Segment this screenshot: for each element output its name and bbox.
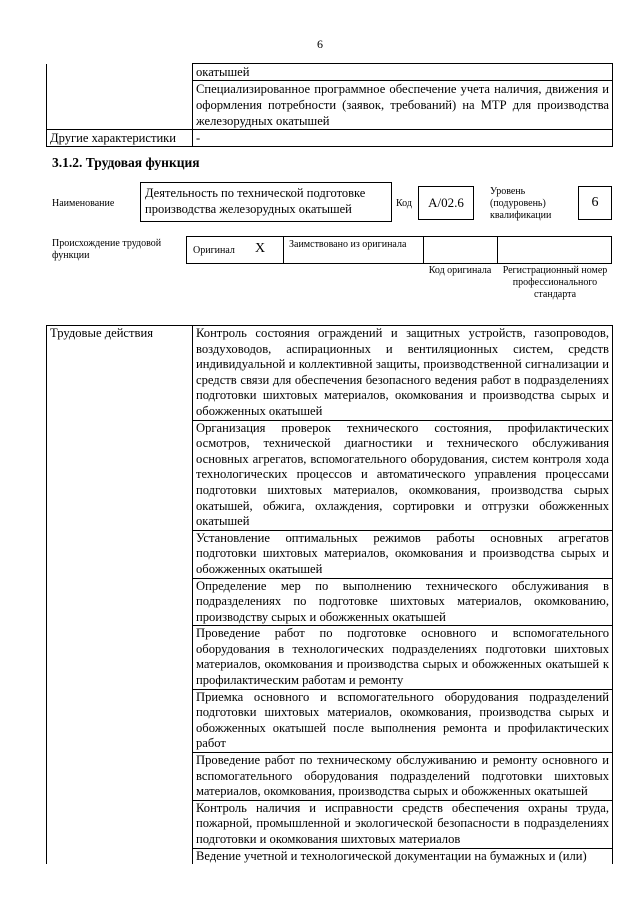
borrowed-label: Заимствовано из оригинала bbox=[289, 239, 407, 250]
other-characteristics-label: Другие характеристики bbox=[47, 130, 193, 147]
labor-actions-table bbox=[46, 325, 613, 864]
origin-label: Происхождение трудовой функции bbox=[52, 238, 162, 261]
action-item: Ведение учетной и технологической документации на бумажных и (или) bbox=[193, 848, 613, 864]
level-label: Уровень (подуровень) квалификации bbox=[490, 186, 552, 221]
table-row bbox=[47, 130, 613, 147]
action-item: Проведение работ по техническому обслуживанию и ремонту основного и вспомогательного оборудования подразделений подготовки шихтовых материалов, окомкования, производства сырых и обожженных окатышей bbox=[193, 753, 613, 801]
reg-number-caption: Регистрационный номер профессионального стандарта bbox=[502, 265, 608, 300]
action-item: Установление оптимальных режимов работы основных агрегатов подготовки шихтовых материалов, окомкования и производства сырых и обожженных окатышей bbox=[193, 530, 613, 578]
labor-actions-label: Трудовые действия bbox=[47, 326, 193, 865]
level-value-box: 6 bbox=[578, 186, 612, 220]
function-name-box: Деятельность по технической подготовке производства железорудных окатышей bbox=[140, 182, 392, 222]
row-label bbox=[47, 81, 193, 130]
origin-table bbox=[186, 236, 612, 264]
original-label: Оригинал bbox=[193, 245, 235, 256]
row-label bbox=[47, 64, 193, 81]
code-value-box: A/02.6 bbox=[418, 186, 474, 220]
original-mark: X bbox=[255, 241, 266, 256]
page-number: 6 bbox=[317, 37, 323, 51]
action-item: Проведение работ по подготовке основного и вспомогательного оборудования в технологических подразделениях подготовки шихтовых материалов, окомкования и производства сырых и обожженных окатышей к профилактическим работам и ремонту bbox=[193, 626, 613, 689]
code-caption: Код оригинала bbox=[428, 265, 492, 276]
other-characteristics-value: - bbox=[193, 130, 613, 147]
code-label: Код bbox=[396, 198, 412, 209]
action-item: Организация проверок технического состояния, профилактических осмотров, технической диагностики и технического обслуживания основных агрегатов, вспомогательного оборудования, систем контроля хода технологических процессов и автоматического управления процессами подготовки шихтовых материалов, окомкования, производства сырых окатышей, обжига, охлаждения, сортировки и отгрузки обожженных окатышей bbox=[193, 420, 613, 530]
row-value: окатышей bbox=[193, 64, 613, 81]
action-item: Контроль состояния ограждений и защитных устройств, газопроводов, воздуховодов, аспирационных и вентиляционных систем, средств индивидуальной и коллективной защиты, производственной сигнализации и средств связи для обеспечения безопасного ведения работ в подразделениях подготовки шихтовых материалов, окомкования и производства сырых и обожженных окатышей bbox=[193, 326, 613, 421]
row-value: Специализированное программное обеспечение учета наличия, движения и оформления потребности (заявок, требований) на МТР для производства железорудных окатышей bbox=[193, 81, 613, 130]
table-row bbox=[47, 81, 613, 130]
action-item: Определение мер по выполнению технического обслуживания в подразделениях по подготовке шихтовых материалов, окомкованию, производству сырых и обожженных окатышей bbox=[193, 578, 613, 626]
table-row bbox=[47, 64, 613, 81]
continuation-table bbox=[46, 63, 613, 147]
action-item: Приемка основного и вспомогательного оборудования подразделений подготовки шихтовых материалов, окомкования, производства сырых и обожженных окатышей после выполнения ремонта и профилактических работ bbox=[193, 689, 613, 752]
table-row bbox=[47, 326, 613, 421]
divider bbox=[423, 237, 424, 263]
divider bbox=[283, 237, 284, 263]
divider bbox=[497, 237, 498, 263]
name-label: Наименование bbox=[52, 198, 115, 209]
section-title: 3.1.2. Трудовая функция bbox=[52, 155, 200, 170]
action-item: Контроль наличия и исправности средств обеспечения охраны труда, пожарной, промышленной и экологической безопасности в подразделениях подготовки и окомкования шихтовых материалов bbox=[193, 800, 613, 848]
